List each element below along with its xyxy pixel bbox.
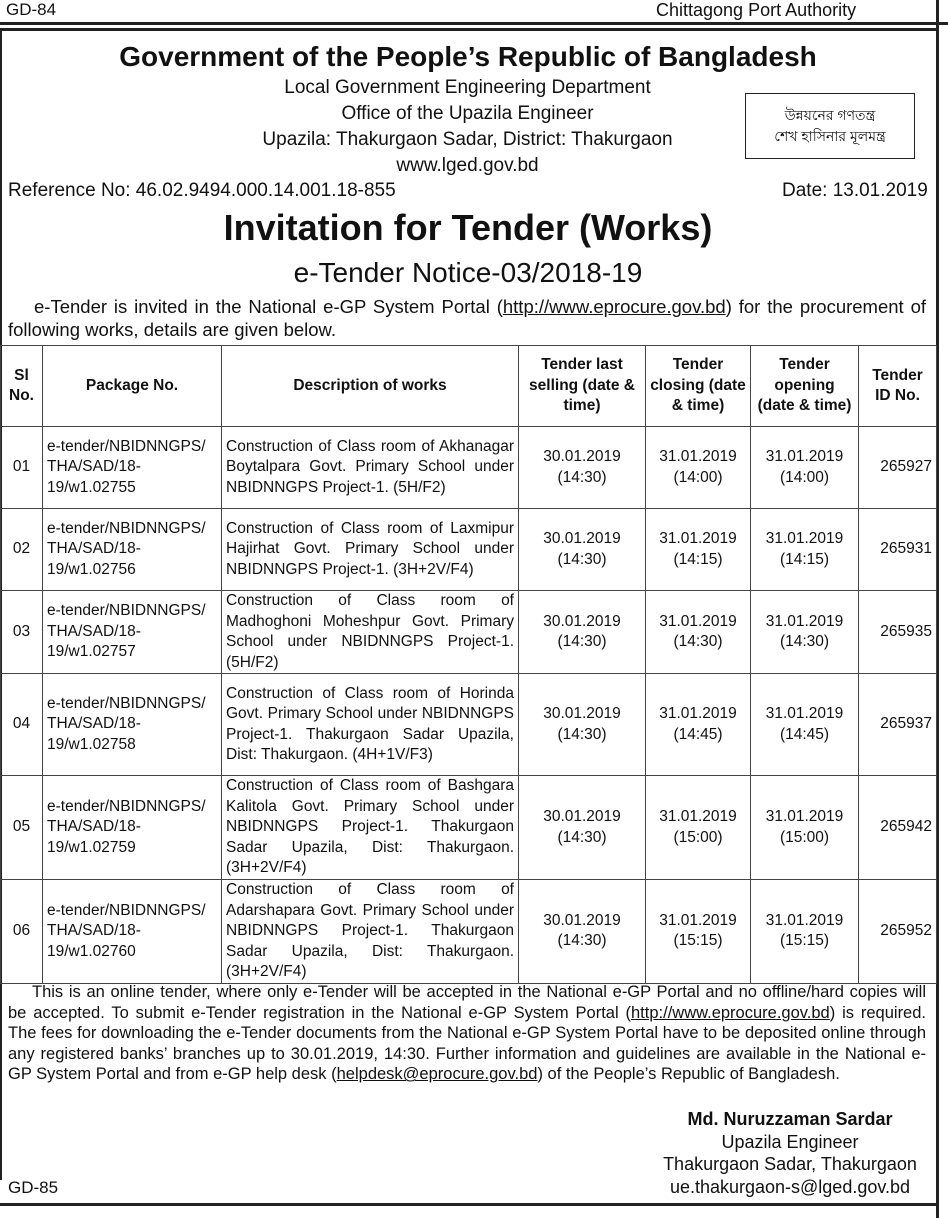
department-line: Local Government Engineering Department [284, 77, 651, 98]
tender-id-cell: 265931 [859, 509, 937, 591]
selling-cell [519, 880, 646, 984]
signatory-email: ue.thakurgaon-s@lged.gov.bd [669, 1176, 911, 1197]
closing-cell [646, 776, 751, 880]
opening-date: 31.01.2019 [765, 911, 844, 929]
selling-time: (14:30) [557, 468, 607, 486]
opening-time: (14:00) [779, 468, 830, 486]
sl-cell: 05 [1, 776, 43, 880]
table-row [1, 776, 937, 880]
package-cell: e-tender/NBIDNNGPS/ THA/SAD/18-19/w1.02759 [43, 776, 222, 880]
closing-date: 31.01.2019 [659, 448, 737, 465]
bottom-rule [0, 1203, 939, 1206]
eprocure-link[interactable]: http://www.eprocure.gov.bd [502, 296, 726, 317]
selling-cell [519, 776, 646, 880]
col-description: Description of works [222, 346, 519, 427]
description-cell: Construction of Class room of Bashgara Kalitola Govt. Primary School under NBIDNNGPS Project-1. Thakurgaon Sadar Upazila, Dist: Thakurgaon. (3H+2V/F4) [222, 776, 519, 880]
closing-cell [646, 880, 751, 984]
closing-cell [646, 509, 751, 591]
tender-id-cell: 265937 [859, 674, 937, 776]
selling-date: 30.01.2019 [543, 808, 621, 825]
opening-cell [751, 591, 859, 674]
footnote-paragraph [8, 982, 926, 1085]
col-sl: Sl No. [1, 346, 43, 427]
selling-date: 30.01.2019 [543, 705, 621, 722]
opening-time: (14:30) [779, 633, 830, 650]
col-opening: Tender opening (date & time) [751, 346, 859, 427]
selling-cell [519, 427, 646, 509]
description-cell: Construction of Class room of Akhanagar Boytalpara Govt. Primary School under NBIDNNGPS Project-1. (5H/F2) [222, 427, 519, 509]
sl-cell: 06 [1, 880, 43, 984]
opening-time: (14:15) [779, 550, 830, 568]
table-header-row [1, 346, 937, 427]
selling-cell [519, 509, 646, 591]
selling-time: (14:30) [557, 633, 607, 650]
package-cell: e-tender/NBIDNNGPS/ THA/SAD/18-19/w1.02755 [43, 427, 222, 509]
intro-text-1: e-Tender is invited in the National e-GP System Portal ( [34, 296, 503, 317]
signatory-name: Md. Nuruzzaman Sardar [687, 1109, 893, 1129]
sl-cell: 02 [1, 509, 43, 591]
opening-date: 31.01.2019 [765, 448, 844, 465]
sl-cell: 01 [1, 427, 43, 509]
helpdesk-email-link[interactable]: helpdesk@eprocure.gov.bd [336, 1065, 538, 1084]
closing-cell [646, 674, 751, 776]
footnote-text-3: ) of the People’s Republic of Bangladesh. [537, 1065, 840, 1084]
closing-cell [646, 427, 751, 509]
closing-date: 31.01.2019 [659, 808, 737, 825]
table-row [1, 427, 937, 509]
tender-id-cell: 265952 [859, 880, 937, 984]
location-line: Upazila: Thakurgaon Sadar, District: Thakurgaon [262, 129, 673, 150]
tender-id-cell: 265935 [859, 591, 937, 674]
signatory-place: Thakurgaon Sadar, Thakurgaon [663, 1154, 917, 1174]
selling-time: (14:30) [557, 932, 607, 950]
selling-cell [519, 591, 646, 674]
eprocure-link-2[interactable]: http://www.eprocure.gov.bd [631, 1003, 830, 1022]
document-title: Invitation for Tender (Works) [223, 207, 713, 248]
opening-date: 31.01.2019 [765, 530, 844, 547]
selling-date: 30.01.2019 [543, 530, 621, 547]
selling-cell [519, 674, 646, 776]
office-line: Office of the Upazila Engineer [341, 103, 594, 124]
table-row [1, 880, 937, 984]
selling-time: (14:30) [557, 828, 607, 846]
tender-table [0, 345, 937, 984]
closing-time: (14:15) [673, 550, 723, 568]
intro-paragraph [8, 295, 926, 341]
col-closing: Tender closing (date & time) [646, 346, 751, 427]
selling-date: 30.01.2019 [543, 448, 621, 465]
opening-time: (15:15) [779, 932, 830, 950]
sl-cell: 03 [1, 591, 43, 674]
slogan-line-1: উন্নয়নের গণতন্ত্র [784, 107, 876, 123]
opening-date: 31.01.2019 [765, 808, 844, 825]
selling-date: 30.01.2019 [543, 612, 621, 630]
notice-number: e-Tender Notice-03/2018-19 [293, 257, 643, 288]
opening-date: 31.01.2019 [765, 612, 844, 630]
signature-block [640, 1108, 940, 1198]
opening-cell [751, 427, 859, 509]
footnote-text-1: This is an online tender, where only e-Tender will be accepted in the National e-GP Portal and no offline/hard copies will be accepted. To submit e-Tender registration in the National e-GP System Portal ( [8, 983, 926, 1022]
page-code-top: GD-84 [6, 0, 57, 19]
footnote-text-2: ) is required. The fees for downloading the e-Tender documents from the National e-GP System Portal have to be deposited online through any registered banks’ branches up to 30.01.2019, 14:30. Further information and guidelines are available in the National e-GP System Portal and from e-GP help desk ( [8, 1003, 926, 1084]
package-cell: e-tender/NBIDNNGPS/ THA/SAD/18-19/w1.02758 [43, 674, 222, 776]
closing-time: (15:15) [673, 932, 723, 950]
closing-date: 31.01.2019 [659, 911, 737, 929]
col-last-selling: Tender last selling (date & time) [519, 346, 646, 427]
closing-date: 31.01.2019 [659, 705, 737, 722]
opening-cell [751, 674, 859, 776]
closing-date: 31.01.2019 [659, 530, 737, 547]
package-cell: e-tender/NBIDNNGPS/ THA/SAD/18-19/w1.02756 [43, 509, 222, 591]
opening-cell [751, 880, 859, 984]
closing-time: (14:00) [673, 468, 723, 486]
description-cell: Construction of Class room of Laxmipur Hajirhat Govt. Primary School under NBIDNNGPS Project-1. (3H+2V/F4) [222, 509, 519, 591]
description-cell: Construction of Class room of Adarshapara Govt. Primary School under NBIDNNGPS Project-1. Thakurgaon Sadar Upazila, Dist: Thakurgaon. (3H+2V/F4) [222, 880, 519, 984]
sl-cell: 04 [1, 674, 43, 776]
package-cell: e-tender/NBIDNNGPS/ THA/SAD/18-19/w1.02760 [43, 880, 222, 984]
government-heading: Government of the People’s Republic of Bangladesh [119, 41, 817, 72]
package-cell: e-tender/NBIDNNGPS/ THA/SAD/18-19/w1.02757 [43, 591, 222, 674]
selling-time: (14:30) [557, 550, 607, 568]
signatory-designation: Upazila Engineer [721, 1131, 859, 1152]
selling-date: 30.01.2019 [543, 911, 621, 929]
opening-time: (14:45) [779, 725, 830, 743]
table-row [1, 674, 937, 776]
table-row [1, 509, 937, 591]
notice-date: Date: 13.01.2019 [782, 180, 928, 201]
website-line: www.lged.gov.bd [396, 155, 539, 176]
slogan-box [745, 93, 915, 159]
tender-id-cell: 265942 [859, 776, 937, 880]
col-tender-id: Tender ID No. [859, 346, 937, 427]
closing-time: (15:00) [673, 828, 723, 846]
col-package: Package No. [43, 346, 222, 427]
tender-id-cell: 265927 [859, 427, 937, 509]
frame-top-rule [0, 28, 939, 31]
closing-time: (14:45) [673, 725, 723, 743]
opening-cell [751, 509, 859, 591]
opening-cell [751, 776, 859, 880]
slogan-line-2: শেখ হাসিনার মূলমন্ত্র [774, 128, 886, 144]
description-cell: Construction of Class room of Horinda Govt. Primary School under NBIDNNGPS Project-1. Thakurgaon Sadar Upazila, Dist: Thakurgaon. (4H+1V/F3) [222, 674, 519, 776]
closing-date: 31.01.2019 [659, 612, 737, 630]
reference-number: Reference No: 46.02.9494.000.14.001.18-855 [8, 180, 396, 201]
intro-text-2: ) for the procurement of following works, details are given below. [8, 296, 926, 340]
table-row [1, 591, 937, 674]
source-label: Chittagong Port Authority [656, 0, 857, 20]
selling-time: (14:30) [557, 725, 607, 743]
closing-cell [646, 591, 751, 674]
opening-date: 31.01.2019 [765, 705, 844, 722]
opening-time: (15:00) [779, 828, 830, 846]
description-cell: Construction of Class room of Madhoghoni Moheshpur Govt. Primary School under NBIDNNGPS Project-1. (5H/F2) [222, 591, 519, 674]
closing-time: (14:30) [673, 633, 723, 650]
page-code-bottom: GD-85 [8, 1178, 59, 1197]
